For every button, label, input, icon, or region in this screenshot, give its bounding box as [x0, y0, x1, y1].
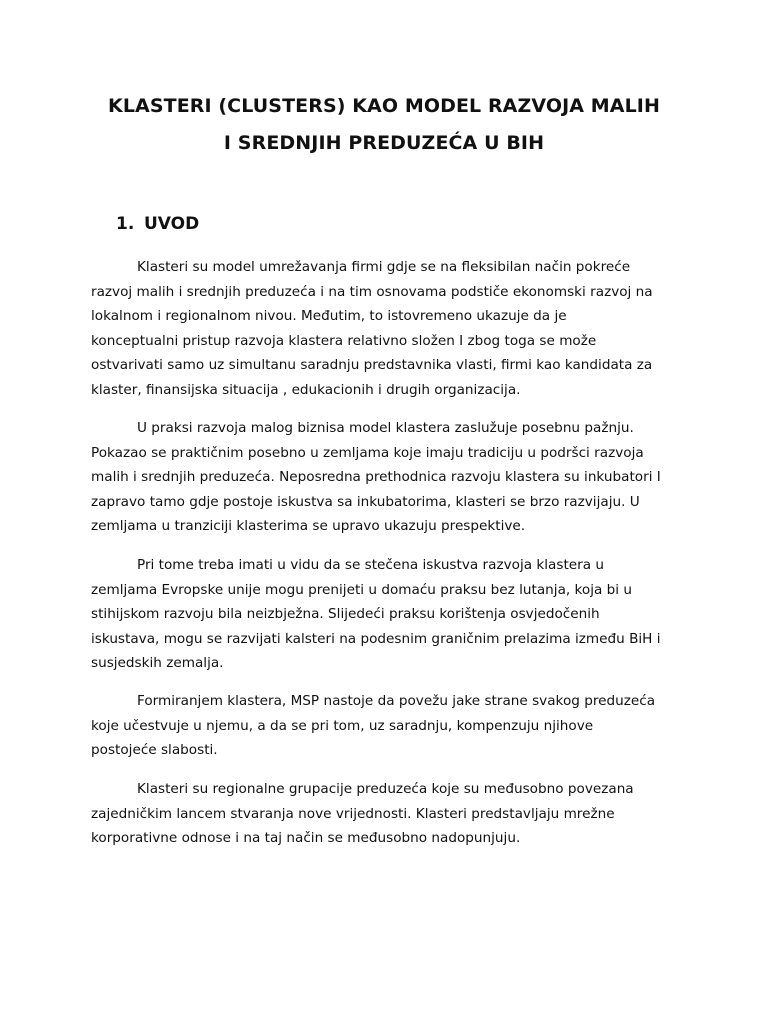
paragraph-line: iskustava, mogu se razvijati kalsteri na podesnim graničnim prelazima između BiH i	[91, 630, 661, 647]
paragraph-line: susjedskih zemalja.	[91, 655, 224, 671]
paragraph-line: Pri tome treba imati u vidu da se stečena iskustva razvoja klastera u	[137, 557, 604, 573]
paragraph-2	[91, 416, 682, 539]
paragraph-line: Klasteri su regionalne grupacije preduzeća koje su međusobno povezana	[137, 781, 634, 797]
document-title	[60, 88, 708, 162]
paragraph-line: lokalnom i regionalnom nivou. Međutim, to istovremeno ukazuje da je	[91, 308, 567, 324]
paragraph-line: zapravo tamo gdje postoje iskustva sa inkubatorima, klasteri se brzo razvijaju. U	[91, 493, 640, 510]
paragraph-line: Pokazao se praktičnim posebno u zemljama koje imaju tradiciju u podršci razvoja	[91, 444, 644, 461]
title-line-2: I SREDNJIH PREDUZEĆA U BIH	[223, 132, 545, 154]
paragraph-line: malih i srednjih preduzeća. Neposredna prethodnica razvoju klastera su inkubatori I	[91, 469, 661, 485]
paragraph-line: konceptualni pristup razvoja klastera relativno složen I zbog toga se može	[91, 332, 597, 349]
paragraph-line: zajedničkim lancem stvaranja nove vrijednosti. Klasteri predstavljaju mrežne	[91, 805, 615, 822]
title-line-1: KLASTERI (CLUSTERS) KAO MODEL RAZVOJA MALIH	[108, 95, 660, 117]
section-heading	[116, 212, 199, 236]
paragraph-line: stihijskom razvoju bila neizbježna. Slijedeći praksu korištenja osvjedočenih	[91, 606, 600, 622]
paragraph-line: postojeće slabosti.	[91, 742, 218, 758]
paragraph-line: Klasteri su model umrežavanja firmi gdje se na fleksibilan način pokreće	[137, 259, 631, 275]
paragraph-line: U praksi razvoja malog biznisa model klastera zaslužuje posebnu pažnju.	[137, 420, 634, 436]
paragraph-line: koje učestvuje u njemu, a da se pri tom, uz saradnju, kompenzuju njihove	[91, 717, 594, 734]
section-title: UVOD	[144, 214, 200, 234]
paragraph-1	[91, 255, 682, 402]
paragraph-3	[91, 553, 682, 676]
paragraph-line: ostvarivati samo uz simultanu saradnju predstavnika vlasti, firmi kao kandidata za	[91, 357, 653, 373]
paragraph-line: Formiranjem klastera, MSP nastoje da povežu jake strane svakog preduzeća	[137, 693, 656, 709]
section-number: 1.	[116, 214, 135, 234]
paragraph-line: razvoj malih i srednjih preduzeća i na tim osnovama podstiče ekonomski razvoj na	[91, 283, 653, 300]
paragraph-line: zemljama Evropske unije mogu prenijeti u domaću praksu bez lutanja, koja bi u	[91, 581, 633, 598]
paragraph-line: korporativne odnose i na taj način se međusobno nadopunjuju.	[91, 830, 521, 846]
paragraph-line: klaster, finansijska situacija , edukacionih i drugih organizacija.	[91, 381, 521, 398]
paragraph-5	[91, 777, 682, 851]
paragraph-line: zemljama u tranziciji klasterima se upravo ukazuju prespektive.	[91, 518, 526, 534]
paragraph-4	[91, 689, 682, 763]
